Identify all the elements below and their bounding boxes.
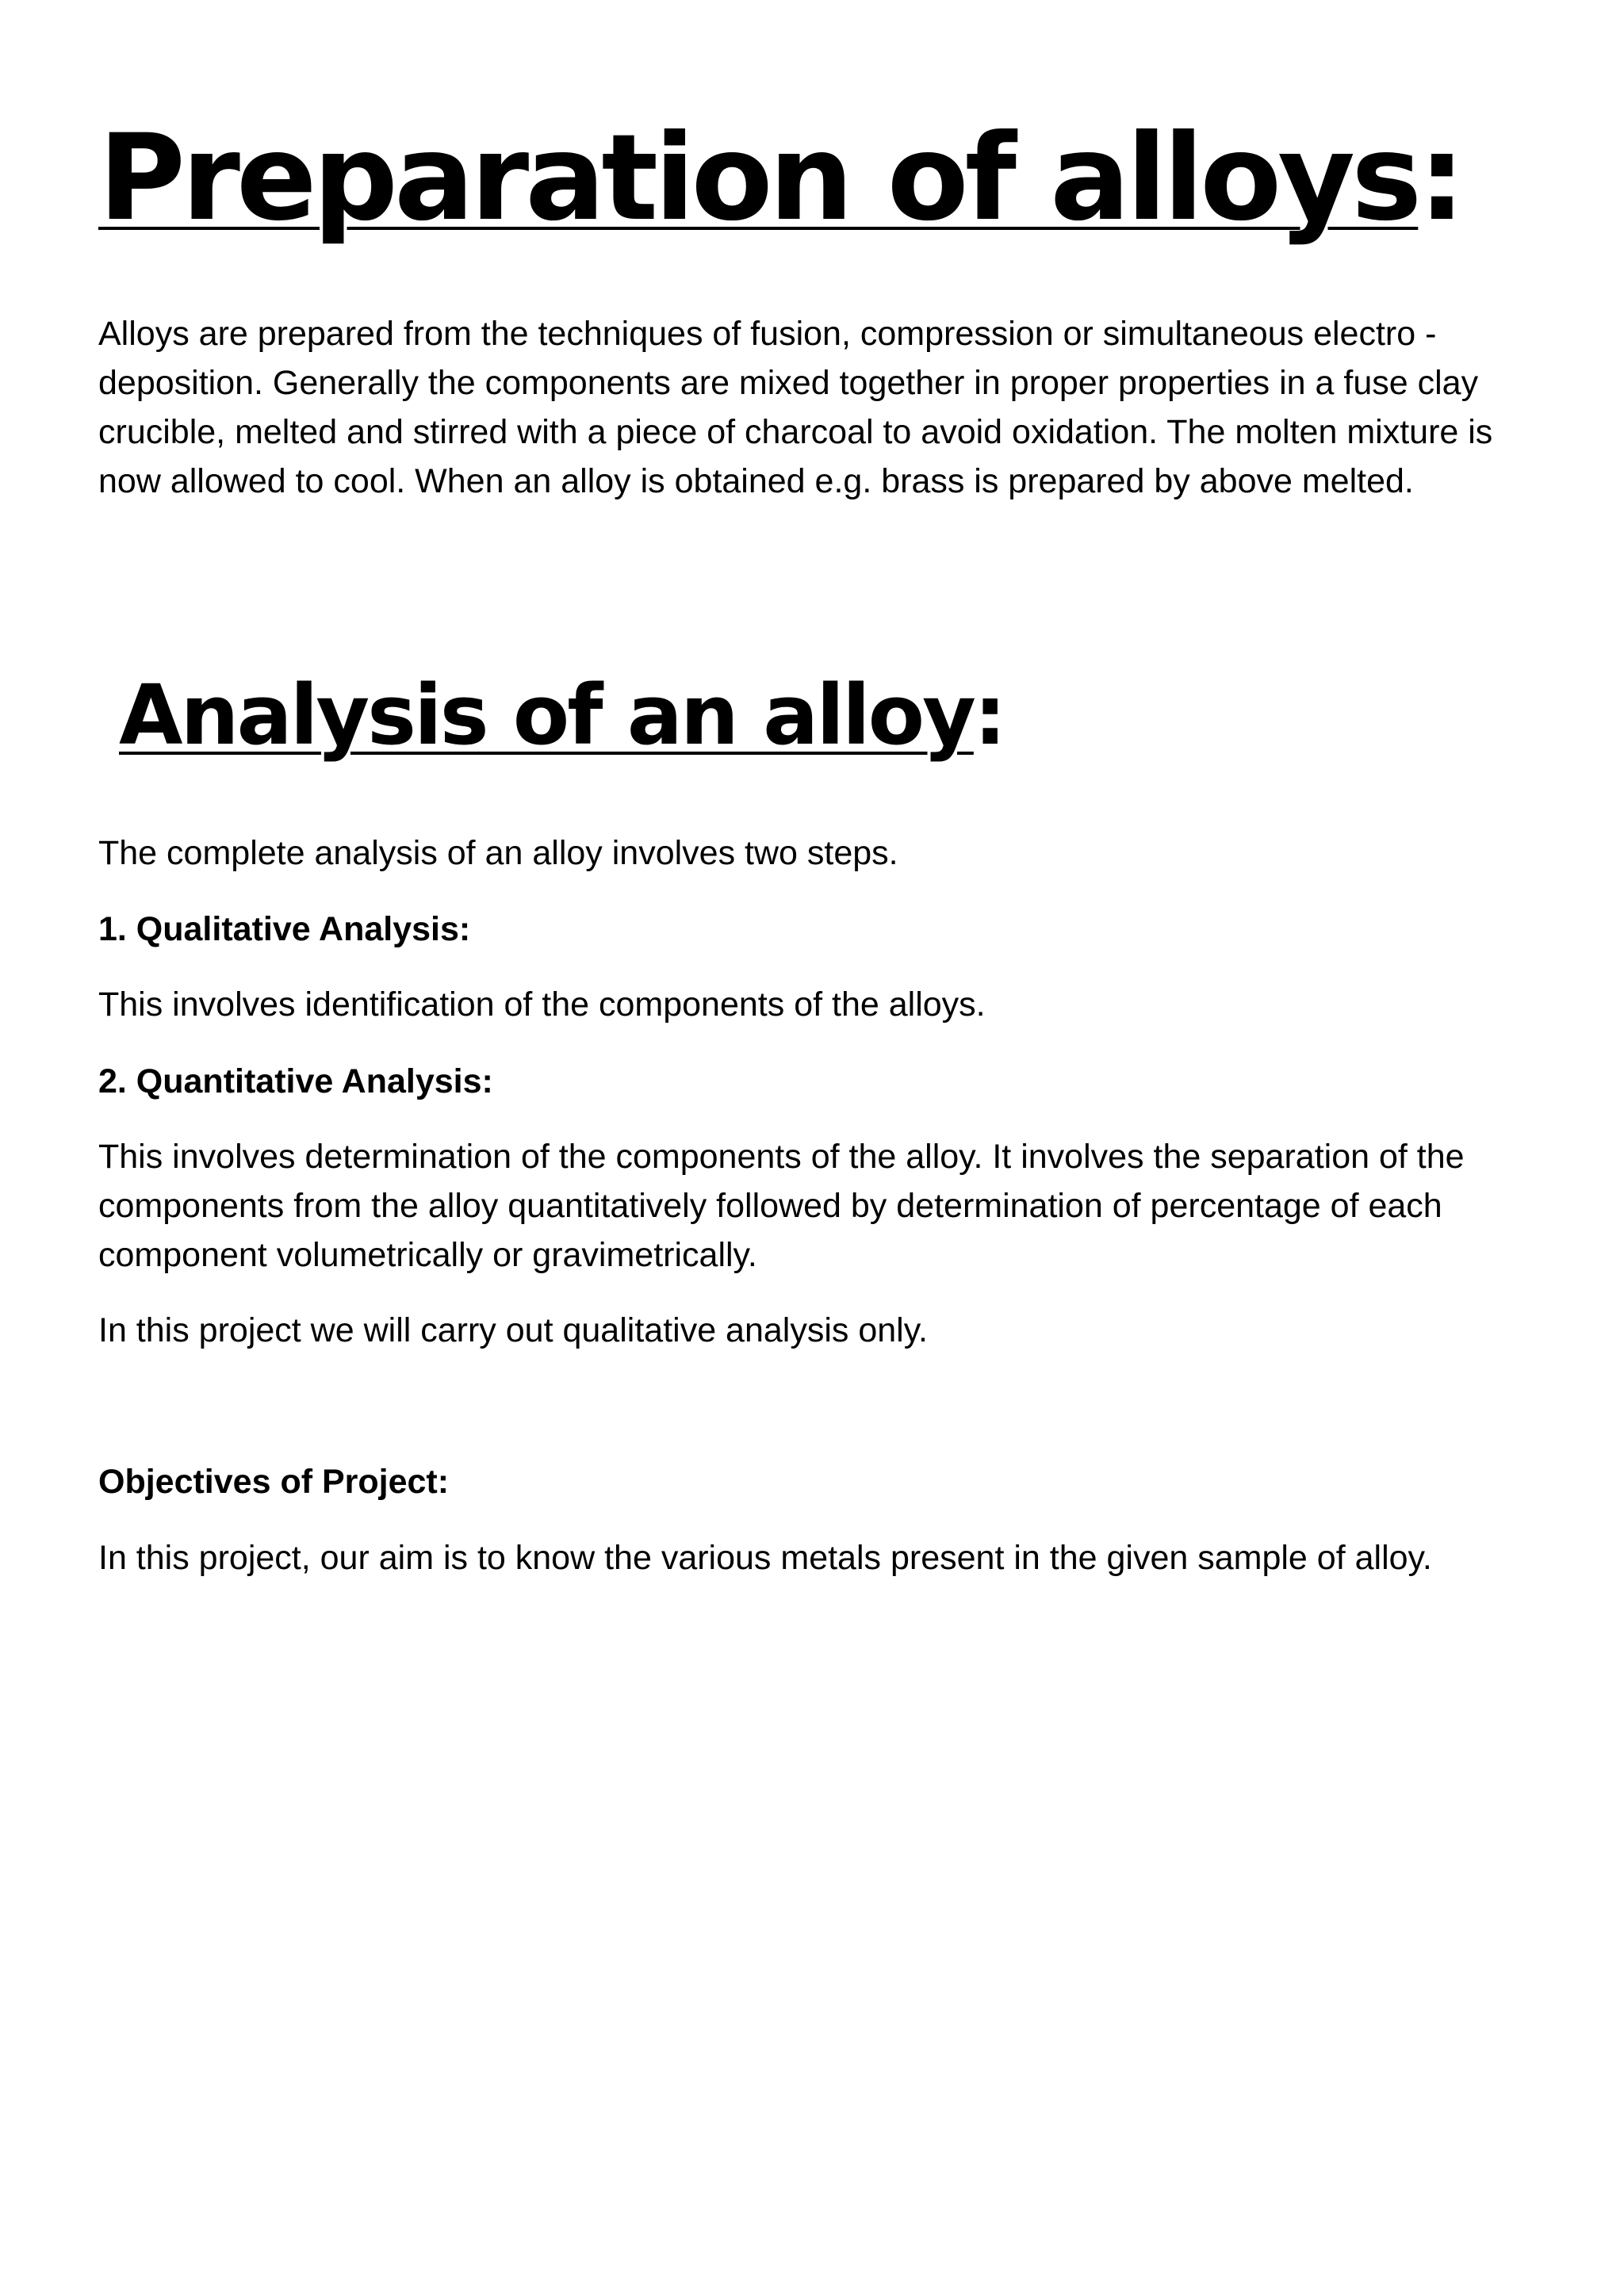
preparation-paragraph: Alloys are prepared from the techniques of fusion, compression or simultaneous electro - deposition. Generally the components are mixed together in proper properties in a fuse clay crucible, melted and stirred with a piece of charcoal to avoid oxidation. The molten mixture is now allowed to cool. When an alloy is obtained e.g. brass is prepared by above melted. <box>98 315 1493 500</box>
analysis-closing: In this project we will carry out qualitative analysis only. <box>98 1311 928 1349</box>
heading-analysis-text: Analysis of an alloy <box>119 667 974 763</box>
objectives-paragraph: In this project, our aim is to know the various metals present in the given sample of alloy. <box>98 1539 1432 1577</box>
heading-analysis-colon: : <box>973 667 1005 763</box>
objectives-heading: Objectives of Project: <box>98 1463 450 1501</box>
step-1-title: 1. Qualitative Analysis: <box>98 910 471 948</box>
step-2-title: 2. Quantitative Analysis: <box>98 1062 493 1100</box>
heading-analysis-of-an-alloy <box>119 667 1005 763</box>
heading-preparation-of-alloys <box>98 109 1462 247</box>
step-1-text: This involves identification of the components of the alloys. <box>98 985 986 1024</box>
heading-preparation-colon: : <box>1418 109 1462 247</box>
analysis-intro: The complete analysis of an alloy involves two steps. <box>98 834 898 872</box>
step-2-text: This involves determination of the components of the alloy. It involves the separation of the components from the alloy quantitatively followed by determination of percentage of each component volumetrically or gravimetrically. <box>98 1138 1465 1274</box>
heading-preparation-text: Preparation of alloys <box>98 109 1419 247</box>
